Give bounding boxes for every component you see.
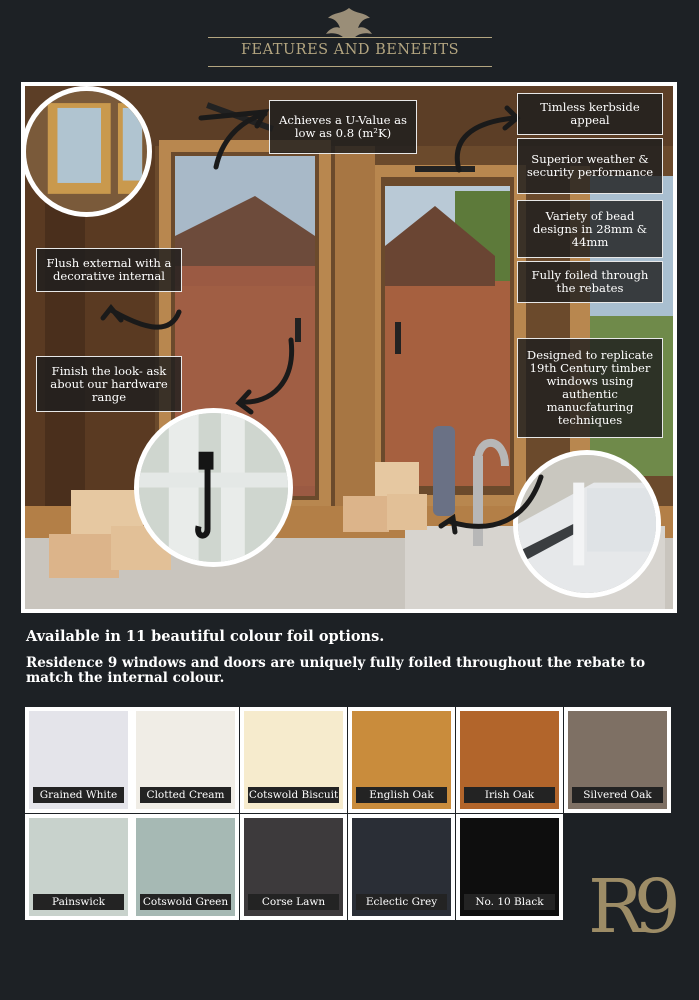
swatch-label: Cotswold Green	[140, 894, 231, 910]
swatch-label: Painswick	[33, 894, 124, 910]
crest-logo-icon	[318, 4, 380, 44]
callout-bead: Variety of bead designs in 28mm & 44mm	[517, 200, 663, 258]
swatch-label: Corse Lawn	[248, 894, 339, 910]
page-title: FEATURES AND BENEFITS	[240, 42, 460, 58]
colour-options-heading: Available in 11 beautiful colour foil options.	[26, 628, 385, 645]
rebate-detail-circle	[513, 450, 661, 598]
r9-logo: R9	[588, 864, 671, 950]
swatch-label: Grained White	[33, 787, 124, 803]
swatch-label: Clotted Cream	[140, 787, 231, 803]
swatch-corse-lawn	[240, 814, 347, 920]
swatch-eclectic-grey	[348, 814, 455, 920]
callout-hardware: Finish the look- ask about our hardware range	[36, 356, 182, 412]
swatch-label: English Oak	[356, 787, 447, 803]
callout-uvalue: Achieves a U-Value as low as 0.8 (m²K)	[269, 100, 417, 154]
callout-flush: Flush external with a decorative internal	[36, 248, 182, 292]
swatch-painswick	[25, 814, 132, 920]
swatch-label: Irish Oak	[464, 787, 555, 803]
callout-foiled: Fully foiled through the rebates	[517, 261, 663, 303]
frame-detail-circle	[21, 86, 152, 217]
swatch-clotted-cream	[132, 707, 239, 813]
foil-description: Residence 9 windows and doors are uniquely fully foiled throughout the rebate to match the internal colour.	[26, 655, 646, 686]
swatch-english-oak	[348, 707, 455, 813]
callout-kerbside: Timless kerbside appeal	[517, 93, 663, 135]
swatch-label: Eclectic Grey	[356, 894, 447, 910]
callout-weather: Superior weather & security performance	[517, 138, 663, 194]
callout-replicate: Designed to replicate 19th Century timber windows using authentic manucfaturing techniques	[517, 338, 663, 438]
swatch-cotswold-biscuit	[240, 707, 347, 813]
swatch-label: Silvered Oak	[572, 787, 663, 803]
swatch-irish-oak	[456, 707, 563, 813]
header-rule-top	[208, 37, 492, 38]
swatch-grained-white	[25, 707, 132, 813]
swatch-silvered-oak	[564, 707, 671, 813]
hardware-detail-circle	[134, 408, 293, 567]
colour-swatch-grid	[25, 707, 673, 921]
header-rule-bottom	[208, 66, 492, 67]
swatch-label: No. 10 Black	[464, 894, 555, 910]
swatch-no-10-black	[456, 814, 563, 920]
feature-photo-frame	[21, 82, 677, 613]
swatch-cotswold-green	[132, 814, 239, 920]
swatch-label: Cotswold Biscuit	[248, 789, 339, 801]
